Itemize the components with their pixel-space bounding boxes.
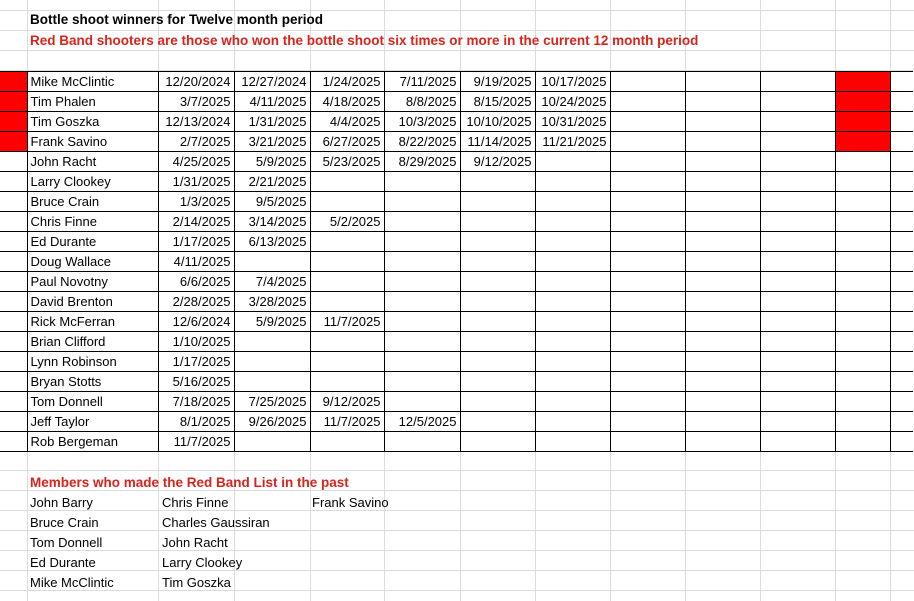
marker-cell[interactable] [0, 152, 27, 172]
win-date[interactable]: 9/5/2025 [234, 192, 310, 212]
empty-cell[interactable] [460, 212, 535, 232]
winner-name[interactable]: John Racht [27, 152, 158, 172]
empty-cell[interactable] [310, 272, 384, 292]
win-date[interactable]: 2/28/2025 [158, 292, 234, 312]
marker-cell[interactable] [0, 432, 27, 452]
win-date[interactable]: 4/18/2025 [310, 92, 384, 112]
past-member-name[interactable]: Mike McClintic [30, 575, 114, 590]
win-date[interactable]: 10/31/2025 [535, 112, 610, 132]
empty-cell[interactable] [610, 312, 685, 332]
empty-cell[interactable] [310, 332, 384, 352]
flag-cell[interactable] [835, 292, 890, 312]
marker-cell[interactable] [0, 272, 27, 292]
empty-cell[interactable] [685, 392, 760, 412]
winner-name[interactable]: Chris Finne [27, 212, 158, 232]
marker-cell[interactable] [0, 352, 27, 372]
empty-cell[interactable] [310, 372, 384, 392]
empty-cell[interactable] [610, 132, 685, 152]
empty-cell[interactable] [610, 252, 685, 272]
flag-cell[interactable] [835, 152, 890, 172]
win-date[interactable]: 11/7/2025 [310, 412, 384, 432]
empty-cell[interactable] [460, 192, 535, 212]
empty-cell[interactable] [384, 272, 460, 292]
marker-cell[interactable] [0, 312, 27, 332]
past-member-name[interactable]: Tim Goszka [162, 575, 231, 590]
empty-cell[interactable] [685, 332, 760, 352]
winner-name[interactable]: Tim Phalen [27, 92, 158, 112]
empty-cell[interactable] [890, 152, 913, 172]
win-date[interactable]: 2/7/2025 [158, 132, 234, 152]
empty-cell[interactable] [760, 212, 835, 232]
win-date[interactable]: 10/3/2025 [384, 112, 460, 132]
win-date[interactable]: 3/7/2025 [158, 92, 234, 112]
past-member-name[interactable]: John Racht [162, 535, 228, 550]
empty-cell[interactable] [685, 232, 760, 252]
empty-cell[interactable] [685, 292, 760, 312]
win-date[interactable]: 12/13/2024 [158, 112, 234, 132]
red-band-rule[interactable]: Red Band shooters are those who won the bottle shoot six times or more in the current 12 month period [30, 33, 699, 48]
empty-cell[interactable] [610, 112, 685, 132]
win-date[interactable]: 5/2/2025 [310, 212, 384, 232]
empty-cell[interactable] [610, 212, 685, 232]
empty-cell[interactable] [310, 292, 384, 312]
empty-cell[interactable] [760, 112, 835, 132]
win-date[interactable]: 10/10/2025 [460, 112, 535, 132]
past-member-name[interactable]: Tom Donnell [30, 535, 103, 550]
empty-cell[interactable] [460, 232, 535, 252]
empty-cell[interactable] [890, 112, 913, 132]
empty-cell[interactable] [890, 172, 913, 192]
marker-cell[interactable] [0, 252, 27, 272]
win-date[interactable]: 1/24/2025 [310, 72, 384, 92]
empty-cell[interactable] [610, 392, 685, 412]
flag-cell[interactable] [835, 412, 890, 432]
empty-cell[interactable] [890, 412, 913, 432]
empty-cell[interactable] [760, 292, 835, 312]
empty-cell[interactable] [535, 412, 610, 432]
winner-name[interactable]: Bryan Stotts [27, 372, 158, 392]
win-date[interactable]: 8/29/2025 [384, 152, 460, 172]
win-date[interactable]: 9/26/2025 [234, 412, 310, 432]
winner-row [0, 312, 913, 332]
winner-row [0, 92, 913, 112]
win-date[interactable]: 9/19/2025 [460, 72, 535, 92]
empty-cell[interactable] [685, 212, 760, 232]
empty-cell[interactable] [535, 172, 610, 192]
empty-cell[interactable] [890, 132, 913, 152]
win-date[interactable]: 7/11/2025 [384, 72, 460, 92]
empty-cell[interactable] [890, 272, 913, 292]
empty-cell[interactable] [890, 252, 913, 272]
past-member-name[interactable]: Frank Savino [312, 495, 389, 510]
win-date[interactable]: 10/24/2025 [535, 92, 610, 112]
red-band-marker[interactable] [0, 92, 27, 112]
win-date[interactable]: 12/20/2024 [158, 72, 234, 92]
empty-cell[interactable] [234, 372, 310, 392]
winner-row [0, 152, 913, 172]
winner-row [0, 292, 913, 312]
winner-row [0, 392, 913, 412]
empty-cell[interactable] [760, 412, 835, 432]
flag-cell[interactable] [835, 192, 890, 212]
empty-cell[interactable] [535, 252, 610, 272]
empty-cell[interactable] [384, 252, 460, 272]
past-member-name[interactable]: Charles Gaussiran [162, 515, 270, 530]
red-band-flag[interactable] [835, 132, 890, 152]
win-date[interactable]: 3/28/2025 [234, 292, 310, 312]
empty-cell[interactable] [610, 232, 685, 252]
empty-cell[interactable] [760, 92, 835, 112]
red-band-flag[interactable] [835, 112, 890, 132]
empty-cell[interactable] [760, 232, 835, 252]
empty-cell[interactable] [760, 432, 835, 452]
winner-name[interactable]: Brian Clifford [27, 332, 158, 352]
win-date[interactable]: 4/11/2025 [158, 252, 234, 272]
marker-cell[interactable] [0, 372, 27, 392]
sheet-title[interactable]: Bottle shoot winners for Twelve month period [30, 12, 324, 27]
empty-cell[interactable] [890, 352, 913, 372]
win-date[interactable]: 7/4/2025 [234, 272, 310, 292]
empty-cell[interactable] [890, 372, 913, 392]
win-date[interactable]: 9/12/2025 [310, 392, 384, 412]
past-member-name[interactable]: Bruce Crain [30, 515, 99, 530]
empty-cell[interactable] [685, 412, 760, 432]
empty-cell[interactable] [310, 232, 384, 252]
empty-cell[interactable] [685, 152, 760, 172]
flag-cell[interactable] [835, 372, 890, 392]
empty-cell[interactable] [384, 172, 460, 192]
winner-name[interactable]: Frank Savino [27, 132, 158, 152]
empty-cell[interactable] [685, 252, 760, 272]
win-date[interactable]: 1/3/2025 [158, 192, 234, 212]
empty-cell[interactable] [460, 432, 535, 452]
empty-cell[interactable] [234, 352, 310, 372]
win-date[interactable]: 1/17/2025 [158, 232, 234, 252]
red-band-flag[interactable] [835, 92, 890, 112]
winner-name[interactable]: Paul Novotny [27, 272, 158, 292]
win-date[interactable]: 6/6/2025 [158, 272, 234, 292]
empty-cell[interactable] [760, 332, 835, 352]
empty-cell[interactable] [685, 132, 760, 152]
empty-cell[interactable] [685, 72, 760, 92]
flag-cell[interactable] [835, 312, 890, 332]
past-member-name[interactable]: Ed Durante [30, 555, 96, 570]
empty-cell[interactable] [384, 192, 460, 212]
marker-cell[interactable] [0, 172, 27, 192]
winners-table [0, 71, 913, 452]
empty-cell[interactable] [310, 252, 384, 272]
empty-cell[interactable] [610, 372, 685, 392]
empty-cell[interactable] [760, 392, 835, 412]
winner-row [0, 272, 913, 292]
winner-row [0, 332, 913, 352]
empty-cell[interactable] [890, 332, 913, 352]
empty-cell[interactable] [890, 212, 913, 232]
win-date[interactable]: 1/31/2025 [158, 172, 234, 192]
empty-cell[interactable] [535, 432, 610, 452]
winner-row [0, 412, 913, 432]
empty-cell[interactable] [535, 372, 610, 392]
empty-cell[interactable] [610, 172, 685, 192]
marker-cell[interactable] [0, 412, 27, 432]
winner-name[interactable]: Larry Clookey [27, 172, 158, 192]
empty-cell[interactable] [384, 212, 460, 232]
win-date[interactable]: 1/10/2025 [158, 332, 234, 352]
empty-cell[interactable] [685, 372, 760, 392]
winner-row [0, 132, 913, 152]
empty-cell[interactable] [760, 172, 835, 192]
win-date[interactable]: 11/14/2025 [460, 132, 535, 152]
win-date[interactable]: 4/25/2025 [158, 152, 234, 172]
empty-cell[interactable] [535, 352, 610, 372]
marker-cell[interactable] [0, 292, 27, 312]
empty-cell[interactable] [610, 152, 685, 172]
winner-row [0, 432, 913, 452]
empty-cell[interactable] [610, 72, 685, 92]
empty-cell[interactable] [890, 392, 913, 412]
winner-name[interactable]: Doug Wallace [27, 252, 158, 272]
empty-cell[interactable] [535, 392, 610, 412]
win-date[interactable]: 10/17/2025 [535, 72, 610, 92]
winner-name[interactable]: Jeff Taylor [27, 412, 158, 432]
empty-cell[interactable] [685, 272, 760, 292]
win-date[interactable]: 6/13/2025 [234, 232, 310, 252]
empty-cell[interactable] [310, 432, 384, 452]
win-date[interactable]: 12/27/2024 [234, 72, 310, 92]
red-band-marker[interactable] [0, 132, 27, 152]
win-date[interactable]: 9/12/2025 [460, 152, 535, 172]
win-date[interactable]: 11/7/2025 [158, 432, 234, 452]
empty-cell[interactable] [535, 212, 610, 232]
empty-cell[interactable] [890, 232, 913, 252]
empty-cell[interactable] [384, 332, 460, 352]
winner-name[interactable]: Rob Bergeman [27, 432, 158, 452]
empty-cell[interactable] [760, 152, 835, 172]
win-date[interactable]: 2/14/2025 [158, 212, 234, 232]
flag-cell[interactable] [835, 252, 890, 272]
empty-cell[interactable] [460, 412, 535, 432]
winner-name[interactable]: David Brenton [27, 292, 158, 312]
empty-cell[interactable] [760, 132, 835, 152]
empty-cell[interactable] [310, 192, 384, 212]
win-date[interactable]: 12/5/2025 [384, 412, 460, 432]
empty-cell[interactable] [890, 312, 913, 332]
flag-cell[interactable] [835, 392, 890, 412]
winner-row [0, 232, 913, 252]
empty-cell[interactable] [685, 112, 760, 132]
win-date[interactable]: 11/21/2025 [535, 132, 610, 152]
empty-cell[interactable] [760, 192, 835, 212]
winner-name[interactable]: Rick McFerran [27, 312, 158, 332]
empty-cell[interactable] [460, 372, 535, 392]
empty-cell[interactable] [760, 352, 835, 372]
winner-name[interactable]: Bruce Crain [27, 192, 158, 212]
empty-cell[interactable] [535, 232, 610, 252]
empty-cell[interactable] [460, 392, 535, 412]
flag-cell[interactable] [835, 232, 890, 252]
empty-cell[interactable] [460, 272, 535, 292]
flag-cell[interactable] [835, 172, 890, 192]
flag-cell[interactable] [835, 432, 890, 452]
flag-cell[interactable] [835, 332, 890, 352]
win-date[interactable]: 8/15/2025 [460, 92, 535, 112]
empty-cell[interactable] [610, 272, 685, 292]
win-date[interactable]: 11/7/2025 [310, 312, 384, 332]
marker-cell[interactable] [0, 392, 27, 412]
win-date[interactable]: 7/18/2025 [158, 392, 234, 412]
red-band-marker[interactable] [0, 72, 27, 92]
empty-cell[interactable] [685, 352, 760, 372]
empty-cell[interactable] [685, 312, 760, 332]
empty-cell[interactable] [760, 372, 835, 392]
empty-cell[interactable] [460, 172, 535, 192]
empty-cell[interactable] [890, 432, 913, 452]
empty-cell[interactable] [610, 192, 685, 212]
empty-cell[interactable] [535, 292, 610, 312]
empty-cell[interactable] [890, 192, 913, 212]
empty-cell[interactable] [384, 232, 460, 252]
empty-cell[interactable] [890, 92, 913, 112]
empty-cell[interactable] [234, 252, 310, 272]
empty-cell[interactable] [760, 312, 835, 332]
empty-cell[interactable] [685, 172, 760, 192]
empty-cell[interactable] [460, 312, 535, 332]
winner-row [0, 72, 913, 92]
winner-row [0, 372, 913, 392]
empty-cell[interactable] [610, 412, 685, 432]
empty-cell[interactable] [234, 332, 310, 352]
win-date[interactable]: 5/16/2025 [158, 372, 234, 392]
empty-cell[interactable] [610, 92, 685, 112]
win-date[interactable]: 3/14/2025 [234, 212, 310, 232]
win-date[interactable]: 4/11/2025 [234, 92, 310, 112]
win-date[interactable]: 8/1/2025 [158, 412, 234, 432]
empty-cell[interactable] [384, 392, 460, 412]
marker-cell[interactable] [0, 212, 27, 232]
empty-cell[interactable] [685, 92, 760, 112]
win-date[interactable]: 12/6/2024 [158, 312, 234, 332]
empty-cell[interactable] [460, 332, 535, 352]
empty-cell[interactable] [310, 172, 384, 192]
win-date[interactable]: 7/25/2025 [234, 392, 310, 412]
empty-cell[interactable] [310, 352, 384, 372]
empty-cell[interactable] [890, 72, 913, 92]
flag-cell[interactable] [835, 352, 890, 372]
empty-cell[interactable] [610, 292, 685, 312]
winner-row [0, 352, 913, 372]
marker-cell[interactable] [0, 332, 27, 352]
empty-cell[interactable] [234, 432, 310, 452]
empty-cell[interactable] [460, 292, 535, 312]
empty-cell[interactable] [610, 332, 685, 352]
win-date[interactable]: 6/27/2025 [310, 132, 384, 152]
win-date[interactable]: 5/9/2025 [234, 152, 310, 172]
winner-name[interactable]: Tom Donnell [27, 392, 158, 412]
flag-cell[interactable] [835, 212, 890, 232]
empty-cell[interactable] [460, 352, 535, 372]
empty-cell[interactable] [535, 152, 610, 172]
win-date[interactable]: 2/21/2025 [234, 172, 310, 192]
winner-name[interactable]: Tim Goszka [27, 112, 158, 132]
red-band-flag[interactable] [835, 72, 890, 92]
win-date[interactable]: 1/31/2025 [234, 112, 310, 132]
win-date[interactable]: 1/17/2025 [158, 352, 234, 372]
past-member-name[interactable]: Chris Finne [162, 495, 229, 510]
empty-cell[interactable] [535, 272, 610, 292]
empty-cell[interactable] [685, 192, 760, 212]
red-band-marker[interactable] [0, 112, 27, 132]
past-red-band-heading[interactable]: Members who made the Red Band List in the past [30, 475, 349, 490]
past-member-name[interactable]: Larry Clookey [162, 555, 243, 570]
empty-cell[interactable] [535, 332, 610, 352]
win-date[interactable]: 3/21/2025 [234, 132, 310, 152]
empty-cell[interactable] [384, 432, 460, 452]
winner-row [0, 252, 913, 272]
winner-row [0, 192, 913, 212]
marker-cell[interactable] [0, 232, 27, 252]
winner-row [0, 112, 913, 132]
empty-cell[interactable] [384, 372, 460, 392]
flag-cell[interactable] [835, 272, 890, 292]
winner-name[interactable]: Lynn Robinson [27, 352, 158, 372]
empty-cell[interactable] [685, 432, 760, 452]
empty-cell[interactable] [760, 72, 835, 92]
past-member-name[interactable]: John Barry [30, 495, 93, 510]
empty-cell[interactable] [384, 352, 460, 372]
empty-cell[interactable] [535, 192, 610, 212]
empty-cell[interactable] [535, 312, 610, 332]
win-date[interactable]: 8/22/2025 [384, 132, 460, 152]
winner-row [0, 212, 913, 232]
marker-cell[interactable] [0, 192, 27, 212]
winner-row [0, 172, 913, 192]
winner-name[interactable]: Mike McClintic [27, 72, 158, 92]
empty-cell[interactable] [610, 352, 685, 372]
empty-cell[interactable] [760, 272, 835, 292]
winner-name[interactable]: Ed Durante [27, 232, 158, 252]
empty-cell[interactable] [384, 312, 460, 332]
empty-cell[interactable] [760, 252, 835, 272]
win-date[interactable]: 5/23/2025 [310, 152, 384, 172]
empty-cell[interactable] [460, 252, 535, 272]
empty-cell[interactable] [384, 292, 460, 312]
empty-cell[interactable] [890, 292, 913, 312]
win-date[interactable]: 8/8/2025 [384, 92, 460, 112]
win-date[interactable]: 4/4/2025 [310, 112, 384, 132]
empty-cell[interactable] [610, 432, 685, 452]
win-date[interactable]: 5/9/2025 [234, 312, 310, 332]
